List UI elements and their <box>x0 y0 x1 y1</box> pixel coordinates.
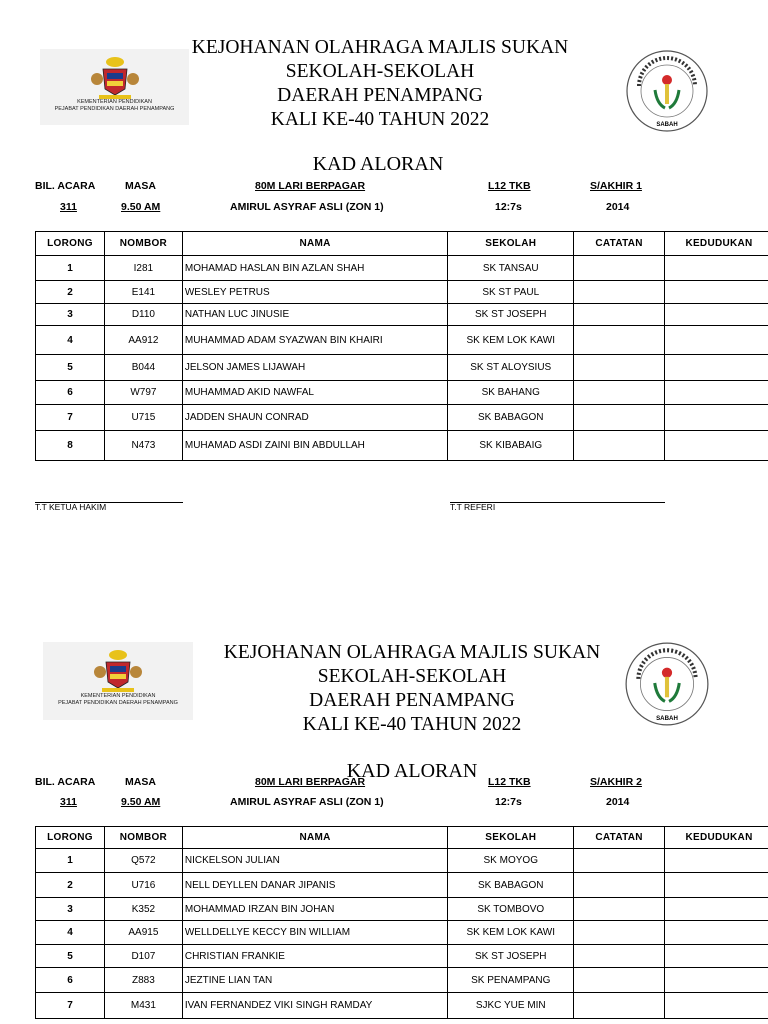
school-cell: SK BABAGON <box>448 873 574 898</box>
school-cell: SK ST ALOYSIUS <box>448 355 574 381</box>
name-cell: CHRISTIAN FRANKIE <box>182 945 447 968</box>
table-header-row <box>36 827 768 849</box>
school-cell: SK ST PAUL <box>448 281 574 304</box>
record-time: 12:7s <box>495 201 522 213</box>
title-line-3: DAERAH PENAMPANG <box>309 690 515 711</box>
school-cell: SK TOMBOVO <box>448 898 574 921</box>
name-cell: IVAN FERNANDEZ VIKI SINGH RAMDAY <box>182 993 447 1019</box>
kedudukan-cell[interactable] <box>665 849 768 873</box>
event-title <box>192 641 632 737</box>
title-line-3: DAERAH PENAMPANG <box>277 85 483 106</box>
name-cell: WELLDELLYE KECCY BIN WILLIAM <box>182 921 447 945</box>
number-cell: AA912 <box>104 326 182 355</box>
name-cell: MUHAMMAD AKID NAWFAL <box>182 381 447 405</box>
school-cell: SK BABAGON <box>448 405 574 431</box>
title-line-2: SEKOLAH-SEKOLAH <box>285 61 475 82</box>
lane-cell: 4 <box>36 326 105 355</box>
number-cell: U716 <box>104 873 182 898</box>
card-heading: KAD ALORAN <box>312 153 444 175</box>
title-line-1: KEJOHANAN OLAHRAGA MAJLIS SUKAN <box>191 37 569 58</box>
card-heading: KAD ALORAN <box>346 760 478 782</box>
number-cell: B044 <box>104 355 182 381</box>
lane-table <box>35 826 768 1019</box>
catatan-cell[interactable] <box>574 921 665 945</box>
masa-value: 9.50 AM <box>121 201 161 213</box>
logo-caption-line2: PEJABAT PENDIDIKAN DAERAH PENAMPANG <box>58 700 178 706</box>
number-cell: E141 <box>104 281 182 304</box>
masa-value: 9.50 AM <box>121 796 161 808</box>
lane-cell: 5 <box>36 945 105 968</box>
table-row <box>36 849 768 873</box>
school-cell: SK KEM LOK KAWI <box>448 326 574 355</box>
referi-label: T.T REFERI <box>450 502 496 512</box>
lane-cell: 5 <box>36 355 105 381</box>
sports-council-logo <box>622 638 712 730</box>
name-cell: NICKELSON JULIAN <box>182 849 447 873</box>
ministry-logo <box>43 642 193 720</box>
title-line-2: SEKOLAH-SEKOLAH <box>317 666 507 687</box>
school-cell: SK KIBABAIG <box>448 431 574 461</box>
lane-cell: 2 <box>36 873 105 898</box>
kedudukan-cell[interactable] <box>665 993 768 1019</box>
record-holder: AMIRUL ASYRAF ASLI (ZON 1) <box>230 796 384 808</box>
lane-cell: 1 <box>36 849 105 873</box>
kedudukan-cell[interactable] <box>665 873 768 898</box>
masa-label: MASA <box>125 776 156 788</box>
record-year: 2014 <box>606 796 630 808</box>
record-year: 2014 <box>606 201 630 213</box>
table-row <box>36 993 768 1019</box>
kedudukan-cell[interactable] <box>665 898 768 921</box>
school-cell: SK KEM LOK KAWI <box>448 921 574 945</box>
col-header: KEDUDUKAN <box>665 232 768 256</box>
logo-caption-line2: PEJABAT PENDIDIKAN DAERAH PENAMPANG <box>54 106 175 112</box>
lane-cell: 2 <box>36 281 105 304</box>
col-header: KEDUDUKAN <box>665 827 768 849</box>
number-cell: I281 <box>104 256 182 281</box>
event-name: 80M LARI BERPAGAR <box>255 180 366 192</box>
school-cell: SK ST JOSEPH <box>448 304 574 326</box>
round: S/AKHIR 1 <box>590 180 642 192</box>
name-cell: JADDEN SHAUN CONRAD <box>182 405 447 431</box>
round: S/AKHIR 2 <box>590 776 642 788</box>
emblem-icon <box>622 638 712 730</box>
logo-caption-line1: KEMENTERIAN PENDIDIKAN <box>80 693 156 699</box>
school-cell: SK MOYOG <box>448 849 574 873</box>
name-cell: JELSON JAMES LIJAWAH <box>182 355 447 381</box>
category: L12 TKB <box>488 180 531 192</box>
crest-icon <box>88 648 148 694</box>
emblem-bottom-text: SABAH <box>656 714 678 722</box>
number-cell: AA915 <box>104 921 182 945</box>
lane-cell: 6 <box>36 381 105 405</box>
number-cell: D107 <box>104 945 182 968</box>
table-row <box>36 921 768 945</box>
number-cell: U715 <box>104 405 182 431</box>
number-cell: K352 <box>104 898 182 921</box>
number-cell: N473 <box>104 431 182 461</box>
col-header: NAMA <box>182 827 447 849</box>
col-header: LORONG <box>36 827 105 849</box>
masa-label: MASA <box>125 180 156 192</box>
number-cell: W797 <box>104 381 182 405</box>
title-line-1: KEJOHANAN OLAHRAGA MAJLIS SUKAN <box>223 642 601 663</box>
lane-cell: 3 <box>36 898 105 921</box>
record-time: 12:7s <box>495 796 522 808</box>
catatan-cell[interactable] <box>574 945 665 968</box>
kedudukan-cell[interactable] <box>665 945 768 968</box>
catatan-cell[interactable] <box>574 993 665 1019</box>
record-holder: AMIRUL ASYRAF ASLI (ZON 1) <box>230 201 384 213</box>
lane-cell: 7 <box>36 993 105 1019</box>
category: L12 TKB <box>488 776 531 788</box>
name-cell: WESLEY PETRUS <box>182 281 447 304</box>
number-cell: M431 <box>104 993 182 1019</box>
col-header: NAMA <box>182 232 447 256</box>
catatan-cell[interactable] <box>574 849 665 873</box>
kedudukan-cell[interactable] <box>665 968 768 993</box>
ketua-hakim-label: T.T KETUA HAKIM <box>35 502 107 512</box>
table-row <box>36 898 768 921</box>
title-line-4: KALI KE-40 TAHUN 2022 <box>270 109 490 130</box>
catatan-cell[interactable] <box>574 968 665 993</box>
table-row <box>36 873 768 898</box>
bil-acara-value: 311 <box>60 201 77 213</box>
catatan-cell[interactable] <box>574 873 665 898</box>
col-header: SEKOLAH <box>448 827 574 849</box>
school-cell: SK ST JOSEPH <box>448 945 574 968</box>
col-header: CATATAN <box>574 232 665 256</box>
name-cell: MOHAMMAD IRZAN BIN JOHAN <box>182 898 447 921</box>
name-cell: MOHAMAD HASLAN BIN AZLAN SHAH <box>182 256 447 281</box>
kedudukan-cell[interactable] <box>665 921 768 945</box>
event-name: 80M LARI BERPAGAR <box>255 776 366 788</box>
bil-acara-label: BIL. ACARA <box>35 180 96 192</box>
number-cell: Q572 <box>104 849 182 873</box>
school-cell: SJKC YUE MIN <box>448 993 574 1019</box>
lane-cell: 6 <box>36 968 105 993</box>
emblem-bottom-text: SABAH <box>656 122 678 128</box>
lane-cell: 8 <box>36 431 105 461</box>
table-row <box>36 968 768 993</box>
col-header: NOMBOR <box>104 232 182 256</box>
name-cell: NELL DEYLLEN DANAR JIPANIS <box>182 873 447 898</box>
number-cell: D110 <box>104 304 182 326</box>
name-cell: NATHAN LUC JINUSIE <box>182 304 447 326</box>
bil-acara-value: 311 <box>60 796 77 808</box>
col-header: LORONG <box>36 232 105 256</box>
col-header: SEKOLAH <box>448 232 574 256</box>
title-line-4: KALI KE-40 TAHUN 2022 <box>302 714 522 735</box>
name-cell: MUHAMMAD ADAM SYAZWAN BIN KHAIRI <box>182 326 447 355</box>
logo-caption-line1: KEMENTERIAN PENDIDIKAN <box>77 99 152 105</box>
col-header: CATATAN <box>574 827 665 849</box>
col-header: NOMBOR <box>104 827 182 849</box>
lane-cell: 1 <box>36 256 105 281</box>
school-cell: SK TANSAU <box>448 256 574 281</box>
school-cell: SK PENAMPANG <box>448 968 574 993</box>
catatan-cell[interactable] <box>574 898 665 921</box>
school-cell: SK BAHANG <box>448 381 574 405</box>
lane-cell: 7 <box>36 405 105 431</box>
number-cell: Z883 <box>104 968 182 993</box>
bil-acara-label: BIL. ACARA <box>35 776 96 788</box>
name-cell: MUHAMAD ASDI ZAINI BIN ABDULLAH <box>182 431 447 461</box>
lane-cell: 3 <box>36 304 105 326</box>
table-row <box>36 945 768 968</box>
lane-cell: 4 <box>36 921 105 945</box>
name-cell: JEZTINE LIAN TAN <box>182 968 447 993</box>
